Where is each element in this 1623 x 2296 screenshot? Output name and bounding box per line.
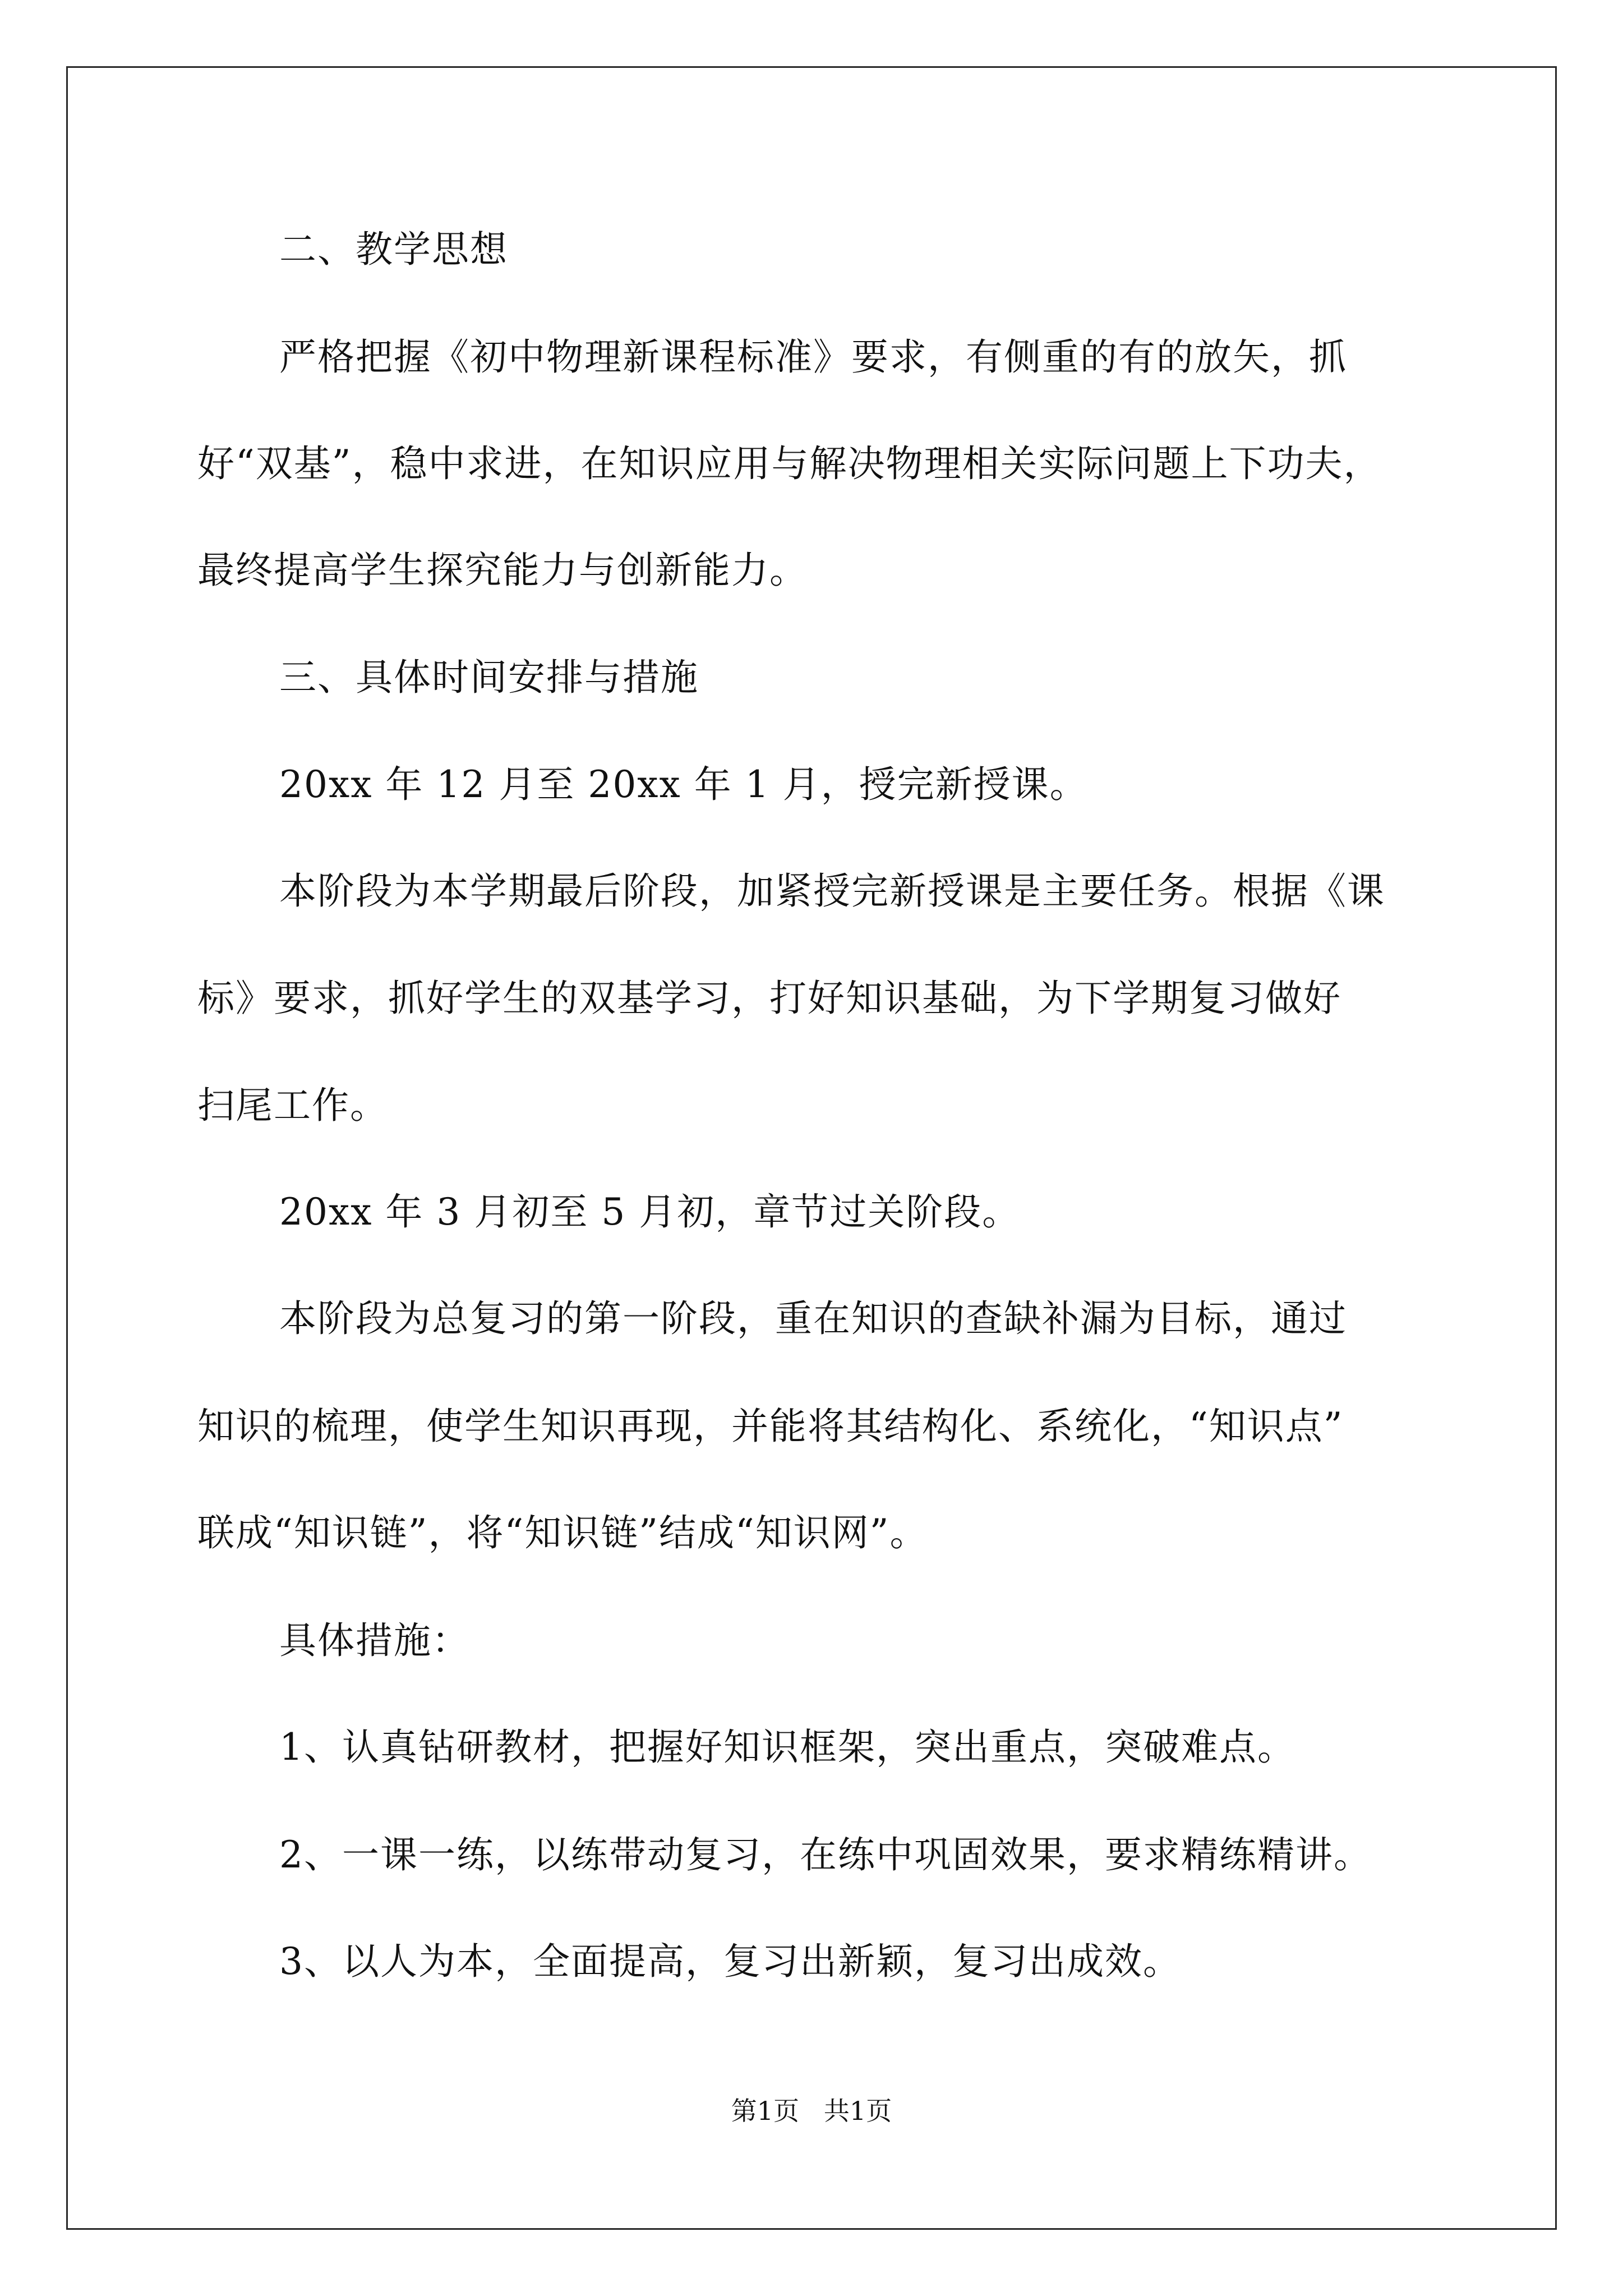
paragraph-line: 知识的梳理，使学生知识再现，并能将其结构化、系统化，“知识点” [197, 1405, 1344, 1448]
section-heading-teaching-philosophy: 二、教学思想 [279, 228, 508, 271]
period-line: 20xx 年 12 月至 20xx 年 1 月，授完新授课。 [279, 763, 1088, 806]
measure-item: 1、认真钻研教材，把握好知识框架，突出重点，突破难点。 [279, 1726, 1295, 1769]
paragraph-line: 标》要求，抓好学生的双基学习，打好知识基础，为下学期复习做好 [197, 977, 1341, 1020]
measures-title: 具体措施： [279, 1619, 470, 1662]
paragraph-line: 最终提高学生探究能力与创新能力。 [197, 549, 808, 592]
paragraph-line: 好“双基”，稳中求进，在知识应用与解决物理相关实际问题上下功夫， [197, 442, 1382, 485]
paragraph-line: 本阶段为本学期最后阶段，加紧授完新授课是主要任务。根据《课 [279, 869, 1385, 913]
section-heading-schedule: 三、具体时间安排与措施 [279, 656, 699, 699]
measure-item: 3、以人为本，全面提高，复习出新颖，复习出成效。 [279, 1940, 1181, 1983]
page-border [66, 66, 1557, 2230]
period-line: 20xx 年 3 月初至 5 月初，章节过关阶段。 [279, 1190, 1021, 1234]
paragraph-line: 严格把握《初中物理新课程标准》要求，有侧重的有的放矢，抓 [279, 335, 1347, 379]
paragraph-line: 本阶段为总复习的第一阶段，重在知识的查缺补漏为目标，通过 [279, 1297, 1347, 1340]
measure-item: 2、一课一练，以练带动复习，在练中巩固效果，要求精练精讲。 [279, 1833, 1372, 1876]
paragraph-line: 联成“知识链”，将“知识链”结成“知识网”。 [197, 1511, 928, 1554]
paragraph-line: 扫尾工作。 [197, 1084, 388, 1127]
page-number-footer: 第1页 共1页 [731, 2096, 892, 2126]
